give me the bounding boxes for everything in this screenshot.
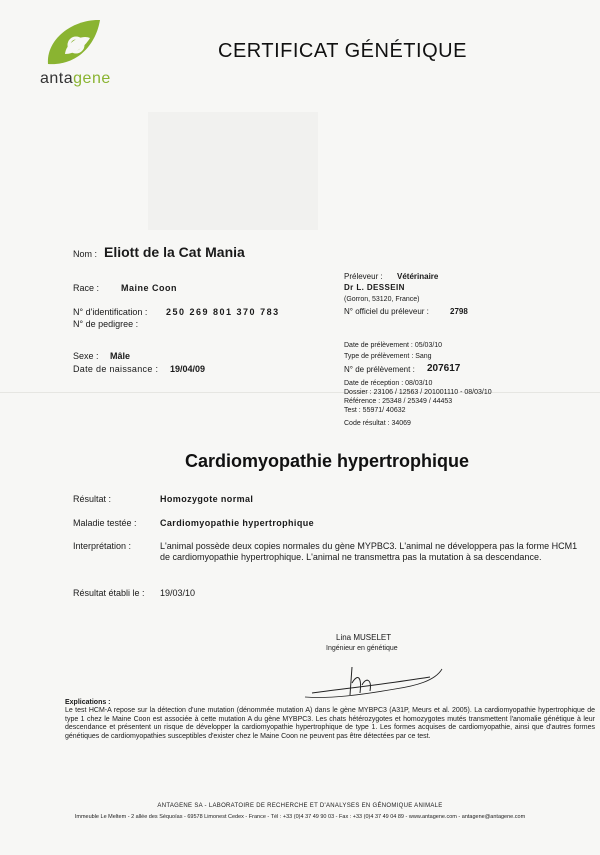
signatory-role: Ingénieur en génétique xyxy=(326,645,398,652)
identification-label: N° d'identification : xyxy=(73,307,148,317)
prelevement-numero-label: N° de prélèvement : xyxy=(344,365,415,374)
reception-test: Test : 55971/ 40632 xyxy=(344,407,406,414)
preleveur-label: Préleveur : xyxy=(344,272,383,281)
preleveur-numero-value: 2798 xyxy=(450,307,468,316)
nom-value: Eliott de la Cat Mania xyxy=(104,244,245,260)
preleveur-address: (Gorron, 53120, France) xyxy=(344,296,420,303)
paper-fold-line xyxy=(0,392,600,393)
test-heading: Cardiomyopathie hypertrophique xyxy=(185,451,470,471)
interpretation-value: L'animal possède deux copies normales du gène MYPBC3. L'animal ne développera pas la forme HCM1 de cardiomyopathie hypertrophique. L'animal ne transmettra pas la mutation à sa descendance. xyxy=(160,541,578,562)
explications-title: Explications : xyxy=(65,699,111,706)
reception-date: Date de réception : 08/03/10 xyxy=(344,380,433,387)
resultat-value: Homozygote normal xyxy=(160,494,254,504)
document-title: CERTIFICAT GÉNÉTIQUE xyxy=(218,40,467,62)
identification-value: 250 269 801 370 783 xyxy=(166,307,280,317)
preleveur-numero-label: N° officiel du préleveur : xyxy=(344,307,429,316)
prelevement-numero-value: 207617 xyxy=(427,363,461,374)
interpretation-label: Interprétation : xyxy=(73,541,132,551)
preleveur-type: Vétérinaire xyxy=(397,272,439,281)
resultat-label: Résultat : xyxy=(73,494,112,504)
footer-address: Immeuble Le Meltem - 2 allée des Séquoïas - 69578 Limonest Cedex - France - Tél : +33 (0)4 37 49 90 03 - Fax : +33 (0)4 37 49 04 89 - www.antagene.com - antagene@antagene.com xyxy=(74,814,526,820)
footer-company: ANTAGENE SA - LABORATOIRE DE RECHERCHE ET D'ANALYSES EN GÉNOMIQUE ANIMALE xyxy=(157,803,443,809)
reception-dossier: Dossier : 23106 / 12563 / 201001110 - 08/03/10 xyxy=(344,389,492,396)
redacted-area xyxy=(148,112,318,230)
logo-text-gene: gene xyxy=(73,70,111,87)
prelevement-type: Type de prélèvement : Sang xyxy=(344,353,432,360)
nom-label: Nom : xyxy=(73,249,98,259)
logo-text-anta: anta xyxy=(40,70,74,87)
naissance-value: 19/04/09 xyxy=(170,364,206,374)
etabli-value: 19/03/10 xyxy=(160,588,196,598)
pedigree-label: N° de pedigree : xyxy=(73,319,139,329)
maladie-label: Maladie testée : xyxy=(73,518,137,528)
preleveur-name: Dr L. DESSEIN xyxy=(344,283,405,292)
race-value: Maine Coon xyxy=(121,283,177,293)
race-label: Race : xyxy=(73,283,100,293)
logo-wordmark xyxy=(40,70,111,88)
etabli-label: Résultat établi le : xyxy=(73,588,145,598)
sexe-label: Sexe : xyxy=(73,351,99,361)
prelevement-date: Date de prélèvement : 05/03/10 xyxy=(344,342,443,349)
reception-reference: Référence : 25348 / 25349 / 44453 xyxy=(344,398,453,405)
explications-text: Le test HCM-A repose sur la détection d'une mutation (dénommée mutation A) dans le gène MYBPC3 (A31P, Meurs et al. 2005). La cardiomyopathie hypertrophique de type 1 chez le Maine Coon est associée à cette mutation A du gène MYBPC3. Les chats hétérozygotes et homozygotes mutés transmettent l'anomalie génétique à leur descendance et présentent un risque de développer la cardiomyopathie hypertrophique de type 1. Les formes acquises de cardiomyopathie, ainsi que d'autres formes génétiques de cardiomyopathies susceptibles d'exister chez le Maine Coon ne peuvent pas être détectées par ce test. xyxy=(65,707,595,740)
reception-code-resultat: Code résultat : 34069 xyxy=(344,420,411,427)
signature-mark xyxy=(300,655,450,705)
maladie-value: Cardiomyopathie hypertrophique xyxy=(160,518,315,528)
sexe-value: Mâle xyxy=(110,351,131,361)
naissance-label: Date de naissance : xyxy=(73,364,159,374)
signatory-name: Lina MUSELET xyxy=(336,633,392,642)
